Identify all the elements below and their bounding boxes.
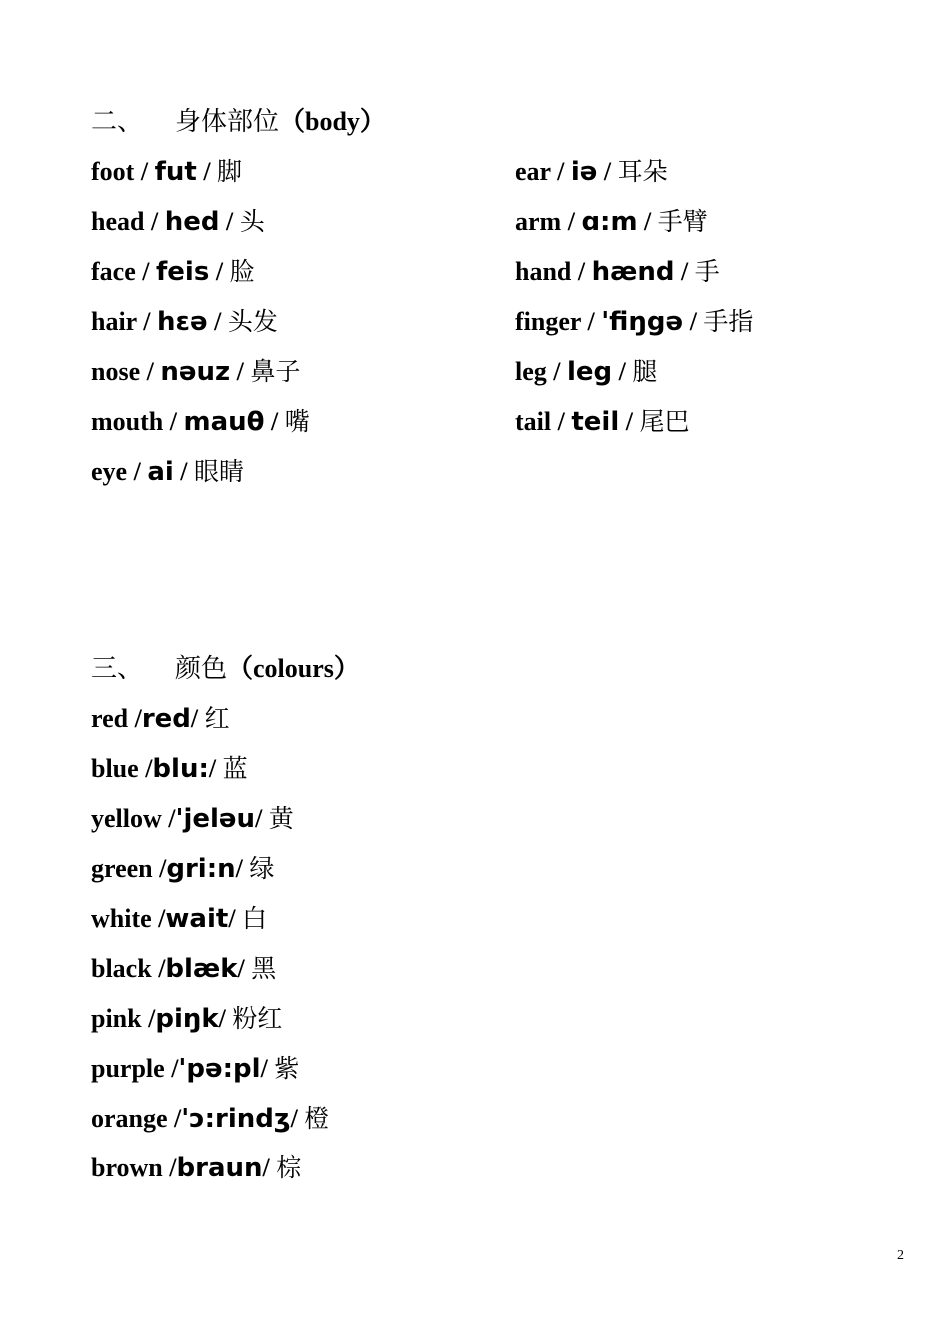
word-en: finger [515,307,581,336]
word-cn: 头发 [227,307,278,336]
vocab-item: brown /braun/ 棕 [91,1153,302,1183]
vocab-item: hair / hɛə / 头发 [91,307,278,337]
word-phonetic: hed [164,207,220,237]
word-cn: 手臂 [657,207,708,236]
word-en: pink [91,1004,142,1033]
word-en: purple [91,1054,165,1083]
vocab-item: hand / hænd / 手 [515,257,720,287]
word-cn: 嘴 [284,407,310,436]
word-phonetic: hænd [591,257,675,287]
vocab-item: face / feis / 脸 [91,257,255,287]
word-cn: 橙 [304,1104,330,1133]
word-cn: 眼睛 [194,457,245,486]
vocab-item: yellow /'jeləu/ 黄 [91,804,294,834]
word-cn: 头 [239,207,265,236]
word-phonetic: red [141,704,191,734]
word-phonetic: leg [567,357,613,387]
word-phonetic: mauθ [183,407,265,437]
vocab-item: white /wait/ 白 [91,904,268,934]
word-phonetic: nəuz [160,357,231,387]
word-cn: 棕 [276,1153,302,1182]
word-en: blue [91,754,139,783]
vocab-item: purple /'pə:pl/ 紫 [91,1054,300,1084]
word-en: green [91,854,153,883]
word-en: ear [515,157,551,186]
word-phonetic: blu: [152,754,209,784]
word-cn: 耳朵 [617,157,668,186]
word-cn: 黑 [251,954,277,983]
section-number: 二、 [91,107,144,136]
word-cn: 脚 [217,157,243,186]
page-number: 2 [897,1248,904,1263]
section-title-en: （colours） [227,654,360,683]
word-cn: 蓝 [222,754,248,783]
word-phonetic: 'fiŋgə [601,307,684,337]
word-en: hair [91,307,137,336]
word-cn: 手指 [703,307,754,336]
word-en: hand [515,257,572,286]
section-title-cn: 身体部位 [175,107,280,136]
word-phonetic: iə [570,157,598,187]
word-cn: 红 [204,704,230,733]
word-en: nose [91,357,141,386]
section-title-en: （body） [279,107,386,136]
vocab-item: tail / teil / 尾巴 [515,407,690,437]
word-en: white [91,904,152,933]
body-section-heading [91,107,386,137]
vocab-item: head / hed / 头 [91,207,265,237]
word-phonetic: ɑ:m [581,207,638,237]
word-phonetic: piŋk [155,1004,219,1034]
word-phonetic: braun [176,1153,263,1183]
vocab-item: blue /blu:/ 蓝 [91,754,248,784]
word-en: face [91,257,136,286]
word-phonetic: feis [155,257,210,287]
word-en: red [91,704,129,733]
vocab-item: black /blæk/ 黑 [91,954,277,984]
word-cn: 鼻子 [250,357,301,386]
word-en: leg [515,357,547,386]
vocab-item: ear / iə / 耳朵 [515,157,668,187]
word-phonetic: 'jeləu [175,804,256,834]
word-phonetic: 'ɔ:rindʒ [181,1104,291,1134]
word-en: head [91,207,145,236]
word-cn: 白 [242,904,268,933]
word-phonetic: 'pə:pl [178,1054,261,1084]
vocab-item: leg / leg / 腿 [515,357,658,387]
vocab-item: orange /'ɔ:rindʒ/ 橙 [91,1104,330,1134]
word-en: tail [515,407,552,436]
word-cn: 手 [694,257,720,286]
section-title-cn: 颜色 [175,654,228,683]
word-en: orange [91,1104,168,1133]
vocab-item: red /red/ 红 [91,704,230,734]
word-en: yellow [91,804,162,833]
word-cn: 紫 [274,1054,300,1083]
vocab-item: pink /piŋk/ 粉红 [91,1004,283,1034]
word-cn: 尾巴 [639,407,690,436]
word-phonetic: blæk [165,954,238,984]
word-en: foot [91,157,135,186]
vocab-item: eye / ai / 眼睛 [91,457,245,487]
word-en: arm [515,207,562,236]
word-phonetic: hɛə [157,307,208,337]
vocab-item: nose / nəuz / 鼻子 [91,357,301,387]
word-cn: 腿 [632,357,658,386]
word-cn: 黄 [268,804,294,833]
word-phonetic: teil [571,407,620,437]
vocab-item: foot / fut / 脚 [91,157,243,187]
word-cn: 绿 [249,854,275,883]
word-en: mouth [91,407,164,436]
word-phonetic: ai [147,457,174,487]
section-number: 三、 [91,654,144,683]
word-en: black [91,954,152,983]
word-cn: 脸 [229,257,255,286]
word-en: brown [91,1153,163,1182]
vocab-item: finger / 'fiŋgə / 手指 [515,307,754,337]
word-cn: 粉红 [232,1004,283,1033]
word-en: eye [91,457,128,486]
colour-section-heading [91,654,360,684]
vocab-item: arm / ɑ:m / 手臂 [515,207,708,237]
word-phonetic: gri:n [166,854,236,884]
vocab-item: green /gri:n/ 绿 [91,854,275,884]
vocab-item: mouth / mauθ / 嘴 [91,407,310,437]
word-phonetic: fut [154,157,197,187]
word-phonetic: wait [165,904,229,934]
